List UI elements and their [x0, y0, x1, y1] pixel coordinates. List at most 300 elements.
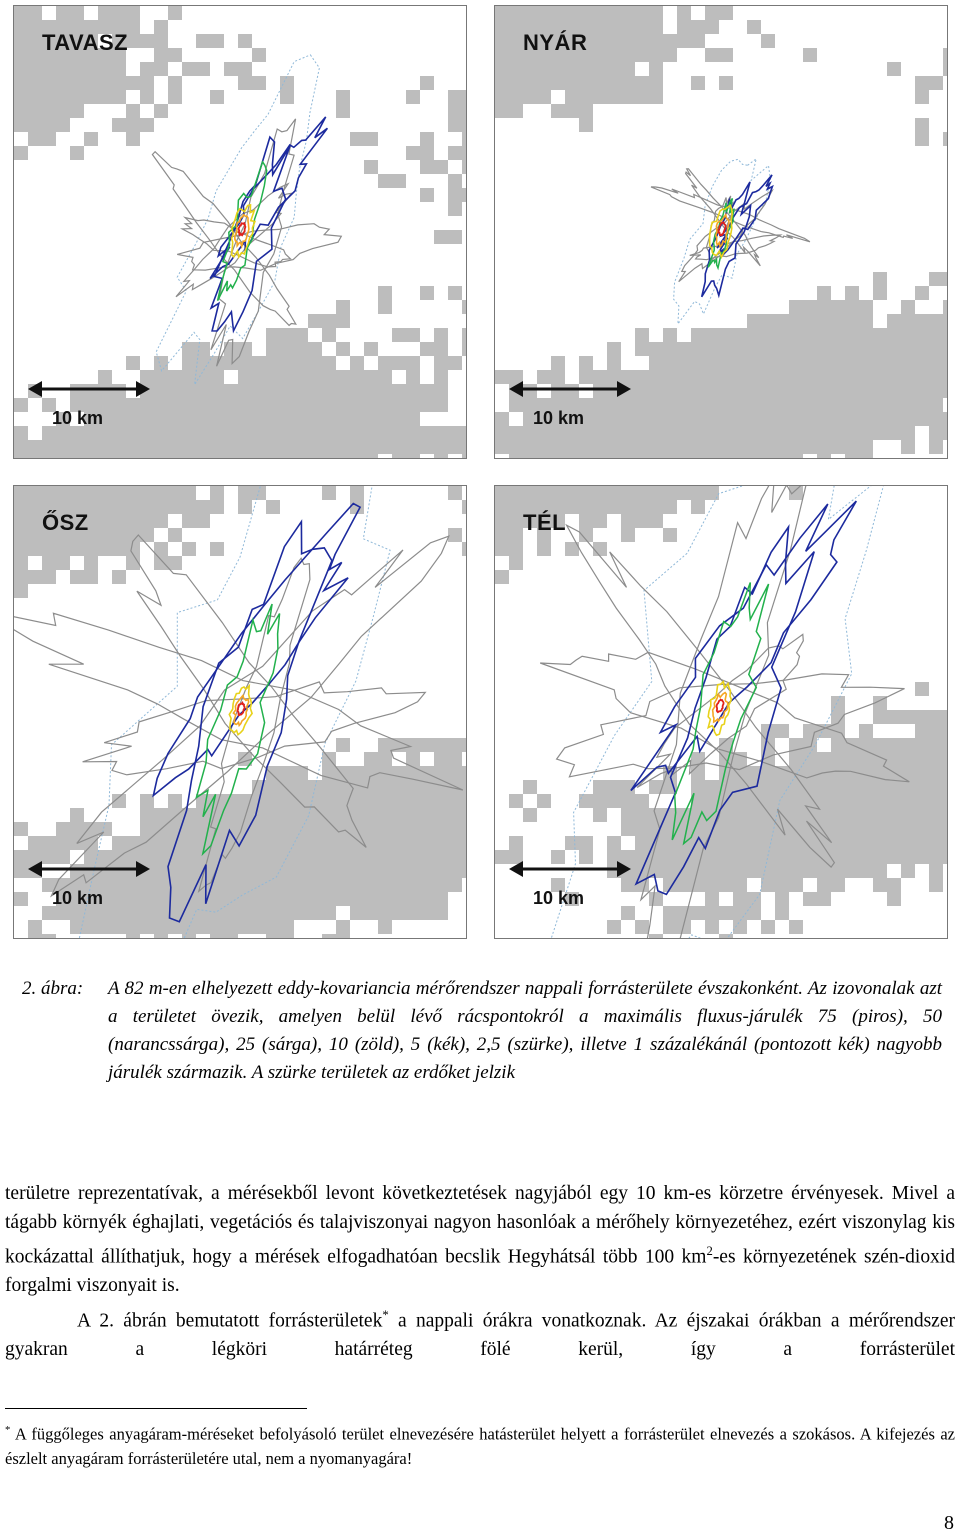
- forest-cell: [649, 20, 663, 34]
- forest-cell: [733, 454, 747, 458]
- forest-cell: [817, 398, 831, 412]
- forest-cell: [761, 342, 775, 356]
- forest-cell: [238, 454, 252, 458]
- forest-cell: [635, 398, 649, 412]
- forest-cell: [901, 836, 915, 850]
- forest-cell: [140, 370, 154, 384]
- forest-cell: [817, 314, 831, 328]
- forest-cell: [789, 850, 803, 864]
- forest-cell: [140, 118, 154, 132]
- forest-cell: [621, 440, 635, 454]
- forest-cell: [593, 440, 607, 454]
- forest-cell: [308, 850, 322, 864]
- forest-cell: [607, 62, 621, 76]
- body-text: [5, 1180, 955, 1364]
- forest-cell: [747, 356, 761, 370]
- forest-cell: [126, 878, 140, 892]
- forest-cell: [929, 710, 943, 724]
- forest-cell: [238, 62, 252, 76]
- forest-cell: [705, 850, 719, 864]
- forest-cell: [929, 864, 943, 878]
- forest-cell: [364, 426, 378, 440]
- forest-cell: [775, 892, 789, 906]
- forest-cell: [635, 486, 649, 500]
- forest-cell: [803, 440, 817, 454]
- forest-cell: [747, 864, 761, 878]
- forest-cell: [803, 780, 817, 794]
- forest-cell: [915, 132, 929, 146]
- forest-cell: [42, 486, 56, 500]
- forest-cell: [406, 398, 420, 412]
- forest-cell: [831, 808, 845, 822]
- forest-cell: [322, 850, 336, 864]
- forest-cell: [817, 370, 831, 384]
- forest-cell: [98, 864, 112, 878]
- forest-cell: [406, 822, 420, 836]
- forest-cell: [523, 486, 537, 500]
- forest-cell: [915, 412, 929, 426]
- forest-cell: [691, 370, 705, 384]
- forest-cell: [537, 370, 551, 384]
- forest-cell: [280, 384, 294, 398]
- forest-cell: [733, 906, 747, 920]
- forest-cell: [691, 906, 705, 920]
- forest-cell: [252, 356, 266, 370]
- forest-cell: [621, 48, 635, 62]
- forest-cell: [789, 384, 803, 398]
- forest-cell: [322, 454, 336, 458]
- forest-cell: [677, 878, 691, 892]
- forest-cell: [873, 272, 887, 286]
- forest-cell: [294, 356, 308, 370]
- forest-cell: [887, 342, 901, 356]
- forest-cell: [112, 384, 126, 398]
- forest-cell: [210, 892, 224, 906]
- forest-cell: [266, 864, 280, 878]
- forest-cell: [182, 892, 196, 906]
- forest-cell: [845, 752, 859, 766]
- forest-cell: [140, 454, 154, 458]
- forest-cell: [98, 370, 112, 384]
- forest-cell: [733, 794, 747, 808]
- forest-cell: [649, 398, 663, 412]
- forest-cell: [621, 426, 635, 440]
- forest-cell: [649, 822, 663, 836]
- forest-cell: [168, 528, 182, 542]
- forest-cell: [182, 920, 196, 934]
- forest-cell: [406, 836, 420, 850]
- forest-cell: [887, 426, 901, 440]
- forest-cell: [943, 836, 947, 850]
- forest-cell: [565, 76, 579, 90]
- forest-cell: [14, 34, 28, 48]
- forest-cell: [579, 62, 593, 76]
- forest-cell: [392, 906, 406, 920]
- forest-cell: [378, 370, 392, 384]
- forest-cell: [719, 822, 733, 836]
- forest-cell: [663, 426, 677, 440]
- forest-cell: [579, 486, 593, 500]
- forest-cell: [705, 454, 719, 458]
- forest-cell: [817, 454, 831, 458]
- forest-cell: [803, 752, 817, 766]
- forest-cell: [336, 878, 350, 892]
- forest-cell: [901, 356, 915, 370]
- forest-cell: [392, 454, 406, 458]
- forest-cell: [14, 486, 28, 500]
- forest-cell: [747, 384, 761, 398]
- forest-cell: [635, 76, 649, 90]
- forest-cell: [112, 514, 126, 528]
- forest-cell: [14, 864, 28, 878]
- forest-cell: [364, 752, 378, 766]
- forest-cell: [14, 892, 28, 906]
- forest-cell: [915, 808, 929, 822]
- forest-cell: [929, 878, 943, 892]
- forest-cell: [551, 384, 565, 398]
- forest-cell: [462, 808, 466, 822]
- forest-cell: [420, 384, 434, 398]
- forest-cell: [14, 426, 28, 440]
- forest-cell: [733, 412, 747, 426]
- forest-cell: [280, 892, 294, 906]
- forest-cell: [915, 766, 929, 780]
- forest-cell: [509, 794, 523, 808]
- forest-cell: [621, 412, 635, 426]
- forest-cell: [98, 920, 112, 934]
- forest-cell: [691, 780, 705, 794]
- forest-cell: [308, 836, 322, 850]
- forest-cell: [280, 90, 294, 104]
- forest-cell: [635, 412, 649, 426]
- forest-cell: [28, 76, 42, 90]
- forest-cell: [943, 370, 947, 384]
- forest-cell: [266, 780, 280, 794]
- forest-cell: [350, 878, 364, 892]
- forest-cell: [621, 514, 635, 528]
- forest-cell: [705, 878, 719, 892]
- forest-cell: [747, 850, 761, 864]
- forest-cell: [943, 752, 947, 766]
- forest-cell: [448, 878, 462, 892]
- forest-cell: [392, 356, 406, 370]
- forest-cell: [803, 356, 817, 370]
- forest-cell: [873, 878, 887, 892]
- forest-cell: [238, 864, 252, 878]
- forest-cell: [733, 892, 747, 906]
- forest-cell: [663, 836, 677, 850]
- forest-cell: [495, 76, 509, 90]
- forest-cell: [294, 906, 308, 920]
- forest-cell: [14, 20, 28, 34]
- forest-cell: [238, 426, 252, 440]
- forest-cell: [705, 342, 719, 356]
- forest-cell: [462, 500, 466, 514]
- forest-cell: [196, 370, 210, 384]
- forest-cell: [551, 76, 565, 90]
- forest-cell: [378, 174, 392, 188]
- forest-cell: [280, 766, 294, 780]
- forest-cell: [635, 342, 649, 356]
- forest-cell: [252, 454, 266, 458]
- forest-cell: [336, 822, 350, 836]
- forest-cell: [607, 836, 621, 850]
- forest-cell: [14, 542, 28, 556]
- forest-cell: [182, 836, 196, 850]
- forest-cell: [98, 514, 112, 528]
- forest-cell: [607, 370, 621, 384]
- forest-cell: [593, 780, 607, 794]
- forest-cell: [831, 398, 845, 412]
- forest-cell: [56, 486, 70, 500]
- forest-cell: [761, 454, 775, 458]
- forest-cell: [789, 412, 803, 426]
- forest-cell: [887, 398, 901, 412]
- forest-cell: [775, 398, 789, 412]
- forest-cell: [789, 780, 803, 794]
- forest-cell: [635, 6, 649, 20]
- forest-cell: [929, 752, 943, 766]
- forest-cell: [901, 738, 915, 752]
- forest-cell: [196, 34, 210, 48]
- paragraph-text: területre reprezentatívak, a mérésekből levont következtetések nagyjából egy 10 km-es körzetre érvényesek. Mivel a tágabb környék éghajlati, vegetációs és talajviszonyai nagyon hasonlóak a mérőhely környezetéhez, ezért viszonylag kis kockázattal állíthatjuk, hogy a mérések elfogadhatóan becslik Hegyhátsál több 100 km: [5, 1183, 955, 1268]
- forest-cell: [901, 850, 915, 864]
- forest-cell: [677, 356, 691, 370]
- forest-cell: [392, 794, 406, 808]
- forest-cell: [462, 454, 466, 458]
- forest-cell: [28, 90, 42, 104]
- forest-cell: [845, 808, 859, 822]
- forest-cell: [649, 370, 663, 384]
- forest-cell: [266, 906, 280, 920]
- forest-cell: [378, 412, 392, 426]
- forest-cell: [154, 486, 168, 500]
- forest-cell: [294, 426, 308, 440]
- forest-cell: [420, 836, 434, 850]
- forest-cell: [392, 412, 406, 426]
- forest-cell: [733, 398, 747, 412]
- map-panel-summer: [494, 5, 948, 459]
- forest-cell: [873, 412, 887, 426]
- forest-cell: [56, 104, 70, 118]
- forest-cell: [42, 118, 56, 132]
- forest-cell: [336, 398, 350, 412]
- forest-cell: [98, 6, 112, 20]
- forest-cell: [224, 412, 238, 426]
- forest-cell: [280, 794, 294, 808]
- forest-cell: [294, 454, 308, 458]
- forest-cell: [663, 486, 677, 500]
- forest-cell: [378, 300, 392, 314]
- footnote-text: A függőleges anyagáram-méréseket befolyásoló terület elnevezésére hatásterület helyett a forrásterület elnevezés a szokásos. A kifejezés az észlelt anyagáram forrásterületére utal, nem a nyomanyagára!: [5, 1424, 955, 1468]
- forest-cell: [663, 328, 677, 342]
- forest-cell: [112, 892, 126, 906]
- forest-cell: [649, 48, 663, 62]
- forest-cell: [252, 370, 266, 384]
- forest-cell: [593, 412, 607, 426]
- forest-cell: [294, 440, 308, 454]
- forest-cell: [420, 850, 434, 864]
- forest-cell: [308, 384, 322, 398]
- forest-cell: [789, 454, 803, 458]
- forest-cell: [462, 850, 466, 864]
- forest-cell: [831, 696, 845, 710]
- forest-cell: [406, 412, 420, 426]
- forest-cell: [364, 370, 378, 384]
- forest-cell: [434, 864, 448, 878]
- forest-cell: [775, 328, 789, 342]
- forest-cell: [789, 766, 803, 780]
- forest-cell: [336, 342, 350, 356]
- forest-cell: [14, 528, 28, 542]
- forest-cell: [719, 412, 733, 426]
- forest-cell: [434, 342, 448, 356]
- forest-cell: [887, 384, 901, 398]
- forest-cell: [406, 878, 420, 892]
- forest-cell: [280, 780, 294, 794]
- forest-cell: [350, 398, 364, 412]
- forest-cell: [775, 314, 789, 328]
- forest-cell: [649, 342, 663, 356]
- forest-cell: [336, 934, 350, 938]
- forest-cell: [56, 822, 70, 836]
- forest-cell: [943, 738, 947, 752]
- forest-cell: [168, 440, 182, 454]
- forest-cell: [551, 454, 565, 458]
- forest-cell: [761, 822, 775, 836]
- forest-cell: [831, 864, 845, 878]
- panel-label: NYÁR: [523, 30, 588, 55]
- forest-cell: [308, 342, 322, 356]
- forest-cell: [322, 934, 336, 938]
- forest-cell: [14, 454, 28, 458]
- caption-number: 2. ábra:: [22, 978, 84, 999]
- forest-cell: [621, 486, 635, 500]
- forest-cell: [789, 398, 803, 412]
- forest-cell: [649, 412, 663, 426]
- forest-cell: [593, 76, 607, 90]
- forest-cell: [901, 752, 915, 766]
- forest-cell: [705, 780, 719, 794]
- forest-cell: [887, 878, 901, 892]
- forest-cell: [98, 90, 112, 104]
- forest-cell: [266, 892, 280, 906]
- forest-cell: [182, 398, 196, 412]
- forest-cell: [817, 864, 831, 878]
- forest-cell: [929, 328, 943, 342]
- forest-cell: [537, 542, 551, 556]
- forest-cell: [322, 356, 336, 370]
- forest-cell: [803, 724, 817, 738]
- forest-cell: [392, 398, 406, 412]
- forest-cell: [677, 440, 691, 454]
- forest-cell: [266, 454, 280, 458]
- forest-cell: [140, 440, 154, 454]
- forest-cell: [523, 384, 537, 398]
- forest-cell: [308, 822, 322, 836]
- forest-cell: [42, 104, 56, 118]
- forest-cell: [140, 892, 154, 906]
- forest-cell: [733, 342, 747, 356]
- forest-cell: [294, 892, 308, 906]
- forest-cell: [831, 314, 845, 328]
- forest-cell: [210, 440, 224, 454]
- forest-cell: [775, 794, 789, 808]
- forest-cell: [733, 426, 747, 440]
- forest-cell: [406, 850, 420, 864]
- forest-cell: [112, 440, 126, 454]
- forest-cell: [462, 160, 466, 174]
- forest-cell: [761, 766, 775, 780]
- forest-cell: [322, 384, 336, 398]
- forest-cell: [495, 412, 509, 426]
- forest-cell: [649, 440, 663, 454]
- forest-cell: [294, 342, 308, 356]
- forest-cell: [378, 286, 392, 300]
- forest-cell: [859, 766, 873, 780]
- forest-cell: [392, 328, 406, 342]
- forest-cell: [845, 850, 859, 864]
- forest-cell: [210, 542, 224, 556]
- forest-cell: [509, 104, 523, 118]
- forest-cell: [565, 104, 579, 118]
- forest-cell: [112, 454, 126, 458]
- forest-cell: [14, 76, 28, 90]
- forest-cell: [308, 426, 322, 440]
- forest-cell: [789, 370, 803, 384]
- forest-cell: [14, 514, 28, 528]
- forest-cell: [761, 34, 775, 48]
- forest-cell: [42, 62, 56, 76]
- forest-cell: [154, 864, 168, 878]
- forest-cell: [873, 738, 887, 752]
- forest-cell: [56, 76, 70, 90]
- forest-cell: [915, 822, 929, 836]
- forest-cell: [565, 500, 579, 514]
- forest-cell: [873, 780, 887, 794]
- forest-cell: [336, 90, 350, 104]
- forest-cell: [929, 808, 943, 822]
- forest-cell: [523, 780, 537, 794]
- forest-cell: [350, 356, 364, 370]
- forest-cell: [929, 766, 943, 780]
- forest-cell: [308, 412, 322, 426]
- forest-cell: [775, 426, 789, 440]
- forest-cell: [56, 440, 70, 454]
- forest-cell: [266, 426, 280, 440]
- forest-cell: [663, 906, 677, 920]
- forest-cell: [607, 398, 621, 412]
- forest-cell: [350, 486, 364, 500]
- forest-cell: [420, 878, 434, 892]
- forest-cell: [140, 920, 154, 934]
- forest-cell: [733, 370, 747, 384]
- forest-cell: [915, 752, 929, 766]
- forest-cell: [434, 808, 448, 822]
- forest-cell: [420, 342, 434, 356]
- forest-cell: [859, 384, 873, 398]
- forest-cell: [845, 822, 859, 836]
- forest-cell: [462, 794, 466, 808]
- forest-cell: [635, 836, 649, 850]
- forest-cell: [705, 920, 719, 934]
- forest-cell: [406, 328, 420, 342]
- forest-cell: [747, 20, 761, 34]
- forest-cell: [929, 426, 943, 440]
- forest-cell: [294, 780, 308, 794]
- forest-cell: [70, 76, 84, 90]
- forest-cell: [943, 850, 947, 864]
